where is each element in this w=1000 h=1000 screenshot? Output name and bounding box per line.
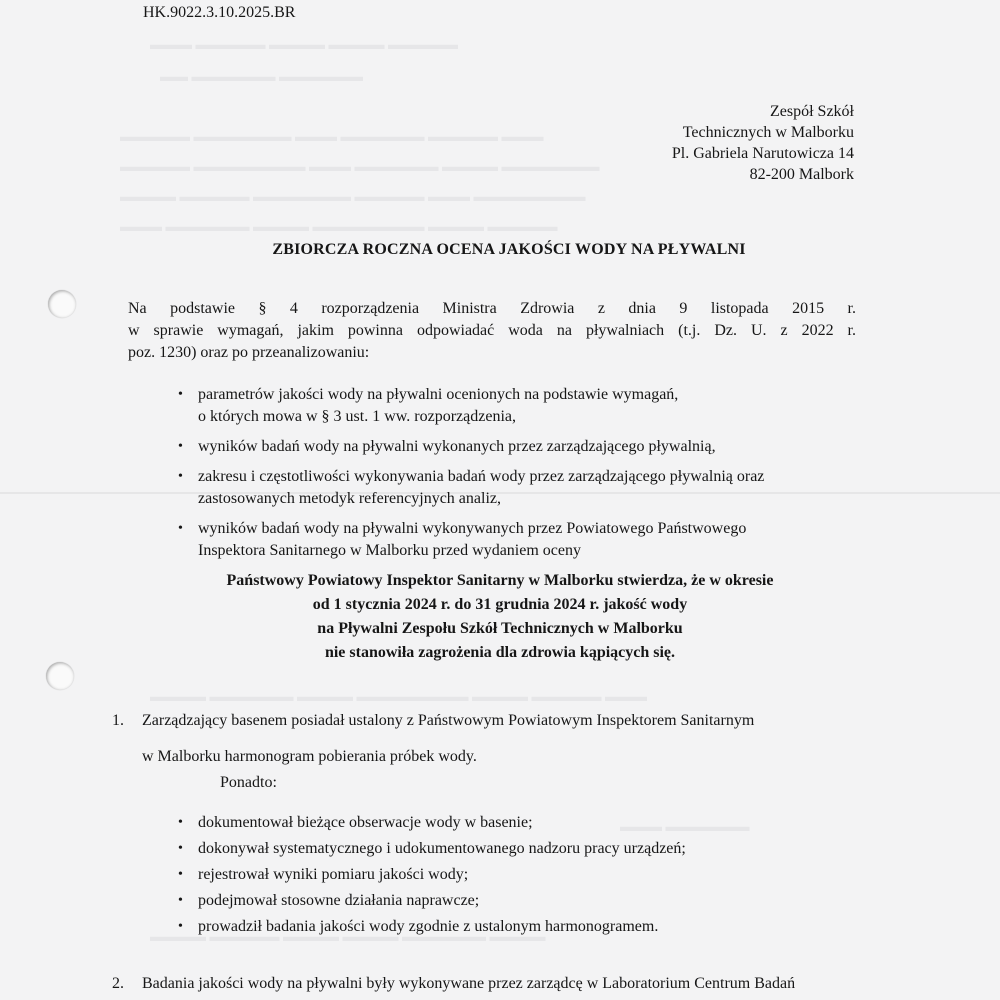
list-item-text: wyników badań wody na pływalni wykonanych przez zarządzającego pływalnią,	[198, 438, 716, 455]
bullet-icon: •	[178, 815, 183, 830]
bullet-icon: •	[178, 387, 183, 402]
addressee-line: Zespół Szkół	[770, 103, 854, 120]
statement-line: Państwowy Powiatowy Inspektor Sanitarny w Malborku stwierdza, że w okresie	[226, 572, 774, 589]
point-text: Badania jakości wody na pływalni były wykonywane przez zarządcę w Laboratorium Centrum Badań	[142, 975, 796, 992]
list-item	[178, 518, 828, 562]
bullet-icon: •	[178, 469, 183, 484]
punch-hole	[46, 662, 74, 690]
document-reference-number: HK.9022.3.10.2025.BR	[143, 4, 296, 21]
list-item-text: parametrów jakości wody na pływalni ocenionych na podstawie wymagań,	[198, 386, 679, 403]
list-item	[178, 812, 686, 834]
list-item	[178, 864, 686, 886]
list-item	[178, 384, 828, 428]
show-through-text: ▬▬ ▬▬▬▬▬▬ ▬▬▬▬▬▬	[160, 70, 363, 85]
list-item-text: Inspektora Sanitarnego w Malborku przed wydaniem oceny	[198, 542, 581, 559]
punch-hole	[48, 290, 76, 318]
list-item-text: podejmował stosowne działania naprawcze;	[198, 892, 480, 909]
bullet-icon: •	[178, 893, 183, 908]
point-text: w Malborku harmonogram pobierania próbek wody.	[142, 748, 477, 765]
show-through-text: ▬▬▬ ▬▬▬▬▬ ▬▬▬▬ ▬▬▬▬ ▬▬▬▬▬	[150, 38, 458, 53]
bullet-icon: •	[178, 439, 183, 454]
addressee-line: Technicznych w Malborku	[682, 124, 854, 141]
point-text: Zarządzający basenem posiadał ustalony z Państwowym Powiatowym Inspektorem Sanitarnym	[142, 712, 755, 729]
document-title: ZBIORCZA ROCZNA OCENA JAKOŚCI WODY NA PŁYWALNI	[272, 241, 746, 258]
list-item-text: prowadził badania jakości wody zgodnie z ustalonym harmonogramem.	[198, 918, 659, 935]
list-item-text: zastosowanych metodyk referencyjnych analiz,	[198, 490, 501, 507]
intro-paragraph	[128, 298, 856, 364]
analysis-list	[178, 384, 828, 570]
addressee-line: 82-200 Malbork	[749, 166, 854, 183]
list-item-text: dokonywał systematycznego i udokumentowanego nadzoru pracy urządzeń;	[198, 840, 686, 857]
show-through-text: ▬▬▬▬ ▬▬▬▬▬ ▬▬▬▬ ▬▬▬▬ ▬▬▬▬▬▬ ▬▬▬▬	[150, 930, 546, 945]
point-number: 2.	[112, 975, 124, 992]
inspector-statement	[0, 569, 1000, 665]
point-number: 1.	[112, 712, 124, 729]
list-item	[178, 466, 828, 510]
show-through-text: ▬▬▬▬▬ ▬▬▬▬▬▬▬▬ ▬▬▬ ▬▬▬▬▬▬ ▬▬▬▬ ▬▬▬▬▬▬▬	[120, 160, 600, 175]
statement-line: nie stanowiła zagrożenia dla zdrowia kąpiących się.	[324, 644, 676, 661]
show-through-text: ▬▬▬▬▬ ▬▬▬▬▬▬▬ ▬▬▬ ▬▬▬▬▬▬ ▬▬▬▬▬ ▬▬▬	[120, 130, 544, 145]
bullet-icon: •	[178, 841, 183, 856]
statement-line: od 1 stycznia 2024 r. do 31 grudnia 2024 r. jakość wody	[312, 596, 688, 613]
intro-line: poz. 1230) oraz po przeanalizowaniu:	[128, 344, 370, 361]
moreover-list	[178, 812, 686, 942]
list-item-text: zakresu i częstotliwości wykonywania badań wody przez zarządzającego pływalnią oraz	[198, 468, 765, 485]
list-item-text: wyników badań wody na pływalni wykonywanych przez Powiatowego Państwowego	[198, 520, 747, 537]
show-through-text: ▬▬▬ ▬▬▬▬▬▬ ▬▬▬▬ ▬▬▬▬▬▬▬▬ ▬▬▬▬ ▬▬▬▬▬	[120, 220, 558, 235]
list-item-text: dokumentował bieżące obserwacje wody w basenie;	[198, 814, 533, 831]
list-item-text: o których mowa w § 3 ust. 1 ww. rozporządzenia,	[198, 408, 516, 425]
list-item	[178, 436, 828, 458]
list-item	[178, 890, 686, 912]
moreover-label: Ponadto:	[220, 774, 277, 791]
list-item	[178, 916, 686, 938]
list-item-text: rejestrował wyniki pomiaru jakości wody;	[198, 866, 469, 883]
show-through-text: ▬▬▬▬ ▬▬▬▬▬▬ ▬▬▬▬ ▬▬▬▬▬▬▬▬ ▬▬▬▬ ▬▬▬▬▬ ▬▬▬	[150, 690, 647, 705]
show-through-text: ▬▬▬ ▬▬▬▬▬▬	[620, 820, 750, 835]
intro-line: Na podstawie § 4 rozporządzenia Ministra Zdrowia z dnia 9 listopada 2015 r.	[128, 300, 856, 317]
bullet-icon: •	[178, 919, 183, 934]
addressee-block	[672, 101, 854, 185]
intro-line: w sprawie wymagań, jakim powinna odpowiadać woda na pływalniach (t.j. Dz. U. z 2022 r.	[128, 322, 856, 339]
bullet-icon: •	[178, 867, 183, 882]
show-through-text: ▬▬▬▬ ▬▬▬▬▬ ▬▬▬▬▬▬▬ ▬▬▬▬▬ ▬▬▬ ▬▬▬▬▬▬▬▬	[120, 190, 586, 205]
list-item	[178, 838, 686, 860]
bullet-icon: •	[178, 521, 183, 536]
addressee-line: Pl. Gabriela Narutowicza 14	[671, 145, 854, 162]
statement-line: na Pływalni Zespołu Szkół Technicznych w Malborku	[317, 620, 683, 637]
